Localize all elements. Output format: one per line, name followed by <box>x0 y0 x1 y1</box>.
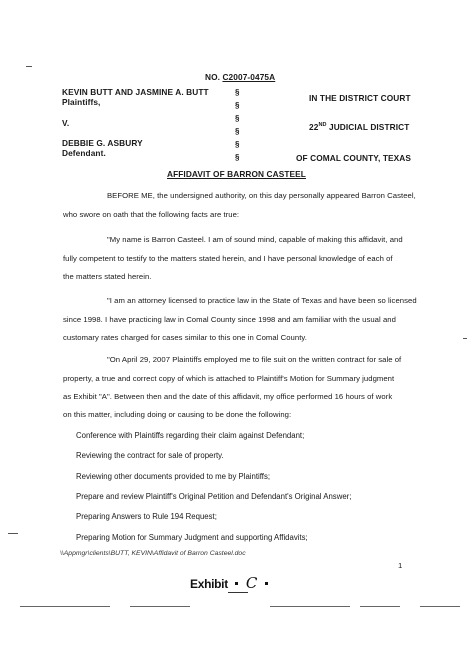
court-number: 22 <box>309 122 319 132</box>
paragraph-line: the matters stated herein. <box>63 272 152 281</box>
bottom-rule <box>420 606 460 607</box>
page-number: 1 <box>398 561 403 570</box>
task-item: Conference with Plaintiffs regarding their claim against Defendant; <box>76 431 305 440</box>
plaintiffs-role: Plaintiffs, <box>62 97 101 107</box>
exhibit-letter: C <box>245 574 258 592</box>
case-number-prefix: NO. <box>205 72 223 82</box>
caption-separator: § <box>235 101 240 110</box>
court-line-2 <box>309 122 409 132</box>
exhibit-dot <box>265 582 268 585</box>
task-item: Prepare and review Plaintiff's Original Petition and Defendant's Original Answer; <box>76 492 352 501</box>
scan-mark-right <box>463 338 467 339</box>
paragraph-line: as Exhibit "A". Between then and the date of this affidavit, my office performed 16 hours of work <box>63 392 393 401</box>
bottom-rule <box>130 606 190 607</box>
exhibit-label: Exhibit <box>190 577 228 591</box>
task-item: Preparing Motion for Summary Judgment and supporting Affidavits; <box>76 533 308 542</box>
court-line-1: IN THE DISTRICT COURT <box>309 93 411 103</box>
file-path: \\Appmgr\clients\BUTT, KEVIN\Affidavit of Barron Casteel.doc <box>60 550 246 557</box>
defendant-name: DEBBIE G. ASBURY <box>62 138 143 148</box>
bottom-rule <box>360 606 400 607</box>
bottom-rule <box>270 606 350 607</box>
case-number: C2007-0475A <box>222 72 276 82</box>
plaintiffs-names: KEVIN BUTT AND JASMINE A. BUTT <box>62 87 209 97</box>
caption-separator: § <box>235 140 240 149</box>
exhibit-underline <box>228 592 248 593</box>
affidavit-title: AFFIDAVIT OF BARRON CASTEEL <box>167 169 306 179</box>
paragraph-line: "My name is Barron Casteel. I am of sound mind, capable of making this affidavit, and <box>107 235 403 244</box>
paragraph-line: "On April 29, 2007 Plaintiffs employed me to file suit on the written contract for sale of <box>107 355 402 364</box>
paragraph-line: property, a true and correct copy of which is attached to Plaintiff's Motion for Summary judgment <box>63 374 395 383</box>
task-item: Reviewing other documents provided to me by Plaintiffs; <box>76 472 271 481</box>
paragraph-line: customary rates charged for cases similar to this one in Comal County. <box>63 333 307 342</box>
task-item: Reviewing the contract for sale of property. <box>76 451 224 460</box>
caption-separator: § <box>235 88 240 97</box>
case-number-line <box>205 72 275 82</box>
paragraph-line: since 1998. I have practicing law in Comal County since 1998 and am familiar with the usual and <box>63 315 396 324</box>
court-district: JUDICIAL DISTRICT <box>326 122 410 132</box>
caption-separator: § <box>235 127 240 136</box>
versus-label: V. <box>62 118 70 128</box>
caption-separator: § <box>235 153 240 162</box>
paragraph-line: "I am an attorney licensed to practice law in the State of Texas and have been so licensed <box>107 296 417 305</box>
paragraph-line: fully competent to testify to the matters stated herein, and I have personal knowledge of each of <box>63 254 393 263</box>
exhibit-dot <box>235 582 238 585</box>
paragraph-line: BEFORE ME, the undersigned authority, on this day personally appeared Barron Casteel, <box>107 191 416 200</box>
task-item: Preparing Answers to Rule 194 Request; <box>76 512 217 521</box>
scan-mark-left <box>8 533 18 534</box>
paragraph-line: on this matter, including doing or causing to be done the following: <box>63 410 292 419</box>
court-number-suffix: ND <box>318 122 327 129</box>
caption-separator: § <box>235 114 240 123</box>
defendant-role: Defendant. <box>62 148 106 158</box>
bottom-rule <box>20 606 110 607</box>
scan-mark-top <box>26 66 32 67</box>
court-line-3: OF COMAL COUNTY, TEXAS <box>296 153 411 163</box>
paragraph-line: who swore on oath that the following facts are true: <box>63 210 240 219</box>
